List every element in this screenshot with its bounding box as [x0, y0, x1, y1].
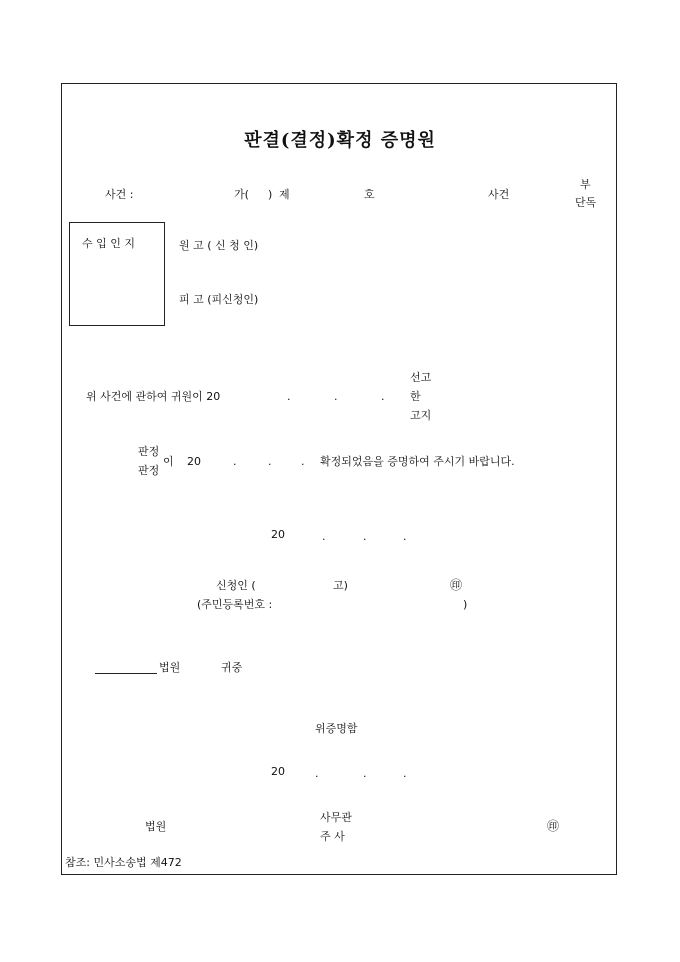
form-title: 판결(결정)확정 증명원 [244, 130, 436, 151]
certification-year: 20 [271, 765, 285, 778]
body-line2-dot-2: . [268, 455, 272, 468]
case-name-label: 사건 [488, 188, 510, 201]
case-number-suffix: 호 [364, 188, 375, 201]
date1-dot-2: . [363, 530, 367, 543]
defendant-label: 피 고 (피신청인) [179, 293, 259, 306]
body-line2-year: 20 [187, 455, 201, 468]
applicant-role: 고) [333, 579, 348, 592]
plaintiff-label: 원 고 ( 신 청 인) [179, 239, 259, 252]
body-line1-dot-2: . [334, 390, 338, 403]
verb-option-goji: 고지 [410, 409, 432, 422]
applicant-label: 신청인 ( [216, 579, 256, 592]
court-to-label: 법원 [159, 661, 181, 674]
judgment-option-1: 판정 [138, 445, 160, 458]
body-line2-tail: 확정되었음을 증명하여 주시기 바랍니다. [320, 455, 515, 468]
case-close-paren: ) [268, 188, 273, 201]
body-line1-dot-1: . [287, 390, 291, 403]
certification-dot-3: . [403, 767, 407, 780]
body-line2-dot-3: . [301, 455, 305, 468]
certification-dot-2: . [363, 767, 367, 780]
court-name-blank [95, 673, 157, 674]
body-line1-lead: 위 사건에 관하여 귀원이 20 [86, 390, 221, 403]
signer-title-jusa: 주 사 [320, 830, 345, 843]
certification-text: 위증명함 [315, 722, 358, 735]
date1-dot-1: . [322, 530, 326, 543]
verb-option-han: 한 [410, 390, 421, 403]
date1-year: 20 [271, 528, 285, 541]
body-line1-dot-3: . [381, 390, 385, 403]
verb-option-seongo: 선고 [410, 371, 432, 384]
revenue-stamp-label: 수 입 인 지 [82, 237, 135, 250]
case-number-prefix: 제 [279, 188, 290, 201]
applicant-id-label: (주민등록번호 : [197, 598, 273, 611]
certification-dot-1: . [315, 767, 319, 780]
body-line2-dot-1: . [233, 455, 237, 468]
signer-court: 법원 [145, 820, 167, 833]
form-frame [61, 83, 617, 875]
case-option-dandok: 단독 [575, 196, 597, 209]
applicant-id-close: ) [463, 598, 468, 611]
signer-seal-icon: ㊞ [547, 819, 560, 833]
case-label: 사건 : [105, 188, 134, 201]
court-to-honorific: 귀중 [221, 661, 243, 674]
case-court-class: 가( [234, 188, 249, 201]
case-option-bu: 부 [580, 178, 591, 191]
signer-title-samugwan: 사무관 [320, 811, 352, 824]
applicant-seal-icon: ㊞ [450, 578, 463, 592]
date1-dot-3: . [403, 530, 407, 543]
reference-footnote: 참조: 민사소송법 제472 [65, 856, 182, 869]
judgment-option-2: 판정 [138, 464, 160, 477]
body-line2-particle: 이 [163, 455, 174, 468]
